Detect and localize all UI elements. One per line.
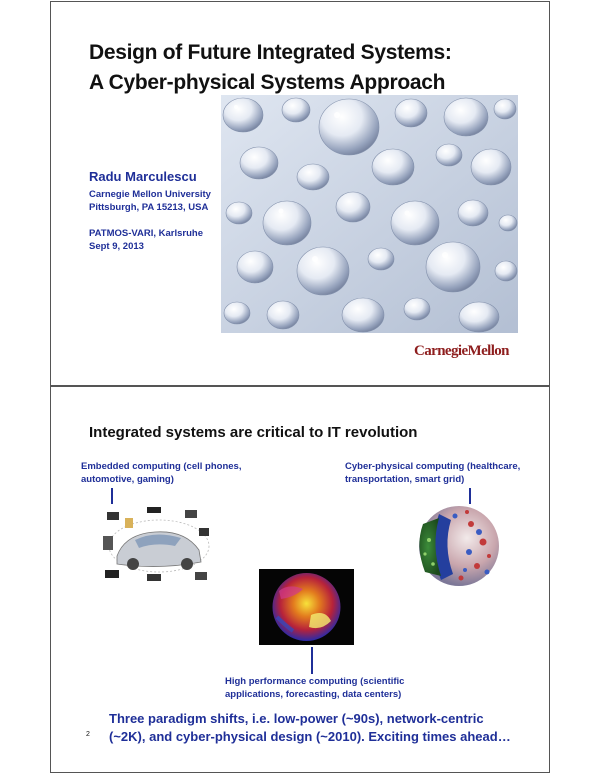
cps-caption-line-2: transportation, smart grid) <box>345 474 465 485</box>
embedded-caption-line-2: automotive, gaming) <box>81 474 174 485</box>
slide-title <box>89 38 452 98</box>
cyber-physical-caption <box>345 460 520 486</box>
affiliation-line-2: Pittsburgh, PA 15213, USA <box>89 202 209 213</box>
affiliation-line-1: Carnegie Mellon University <box>89 189 211 200</box>
author-block <box>89 169 211 253</box>
title-line-1: Design of Future Integrated Systems: <box>89 41 452 64</box>
slide-title: Integrated systems are critical to IT revolution <box>89 424 418 441</box>
carnegie-mellon-logo: CarnegieMellon <box>414 343 509 359</box>
summary-line-2: (~2K), and cyber-physical design (~2010). Exciting times ahead… <box>109 729 511 744</box>
embedded-computing-caption <box>81 460 241 486</box>
hpc-caption-line-2: applications, forecasting, data centers) <box>225 689 402 700</box>
hpc-caption-line-1: High performance computing (scientific <box>225 676 405 687</box>
summary-line-1: Three paradigm shifts, i.e. low-power (~90s), network-centric <box>109 711 484 726</box>
earth-climate-image <box>259 569 354 645</box>
high-performance-computing-caption <box>225 675 404 701</box>
automotive-electronics-image <box>99 504 214 585</box>
summary-text <box>109 710 511 746</box>
slide-2 <box>50 386 550 773</box>
slide-1 <box>50 1 550 386</box>
embedded-caption-line-1: Embedded computing (cell phones, <box>81 461 242 472</box>
venue-date: Sept 9, 2013 <box>89 241 144 252</box>
author-name: Radu Marculescu <box>89 169 197 184</box>
cps-caption-line-1: Cyber-physical computing (healthcare, <box>345 461 521 472</box>
cyber-physical-sphere-image <box>411 494 501 594</box>
water-droplets-image <box>221 95 518 333</box>
hpc-connector-line <box>311 647 313 674</box>
venue-line-1: PATMOS-VARI, Karlsruhe <box>89 228 204 239</box>
title-line-2: A Cyber-physical Systems Approach <box>89 71 446 94</box>
page-number: 2 <box>86 731 90 738</box>
